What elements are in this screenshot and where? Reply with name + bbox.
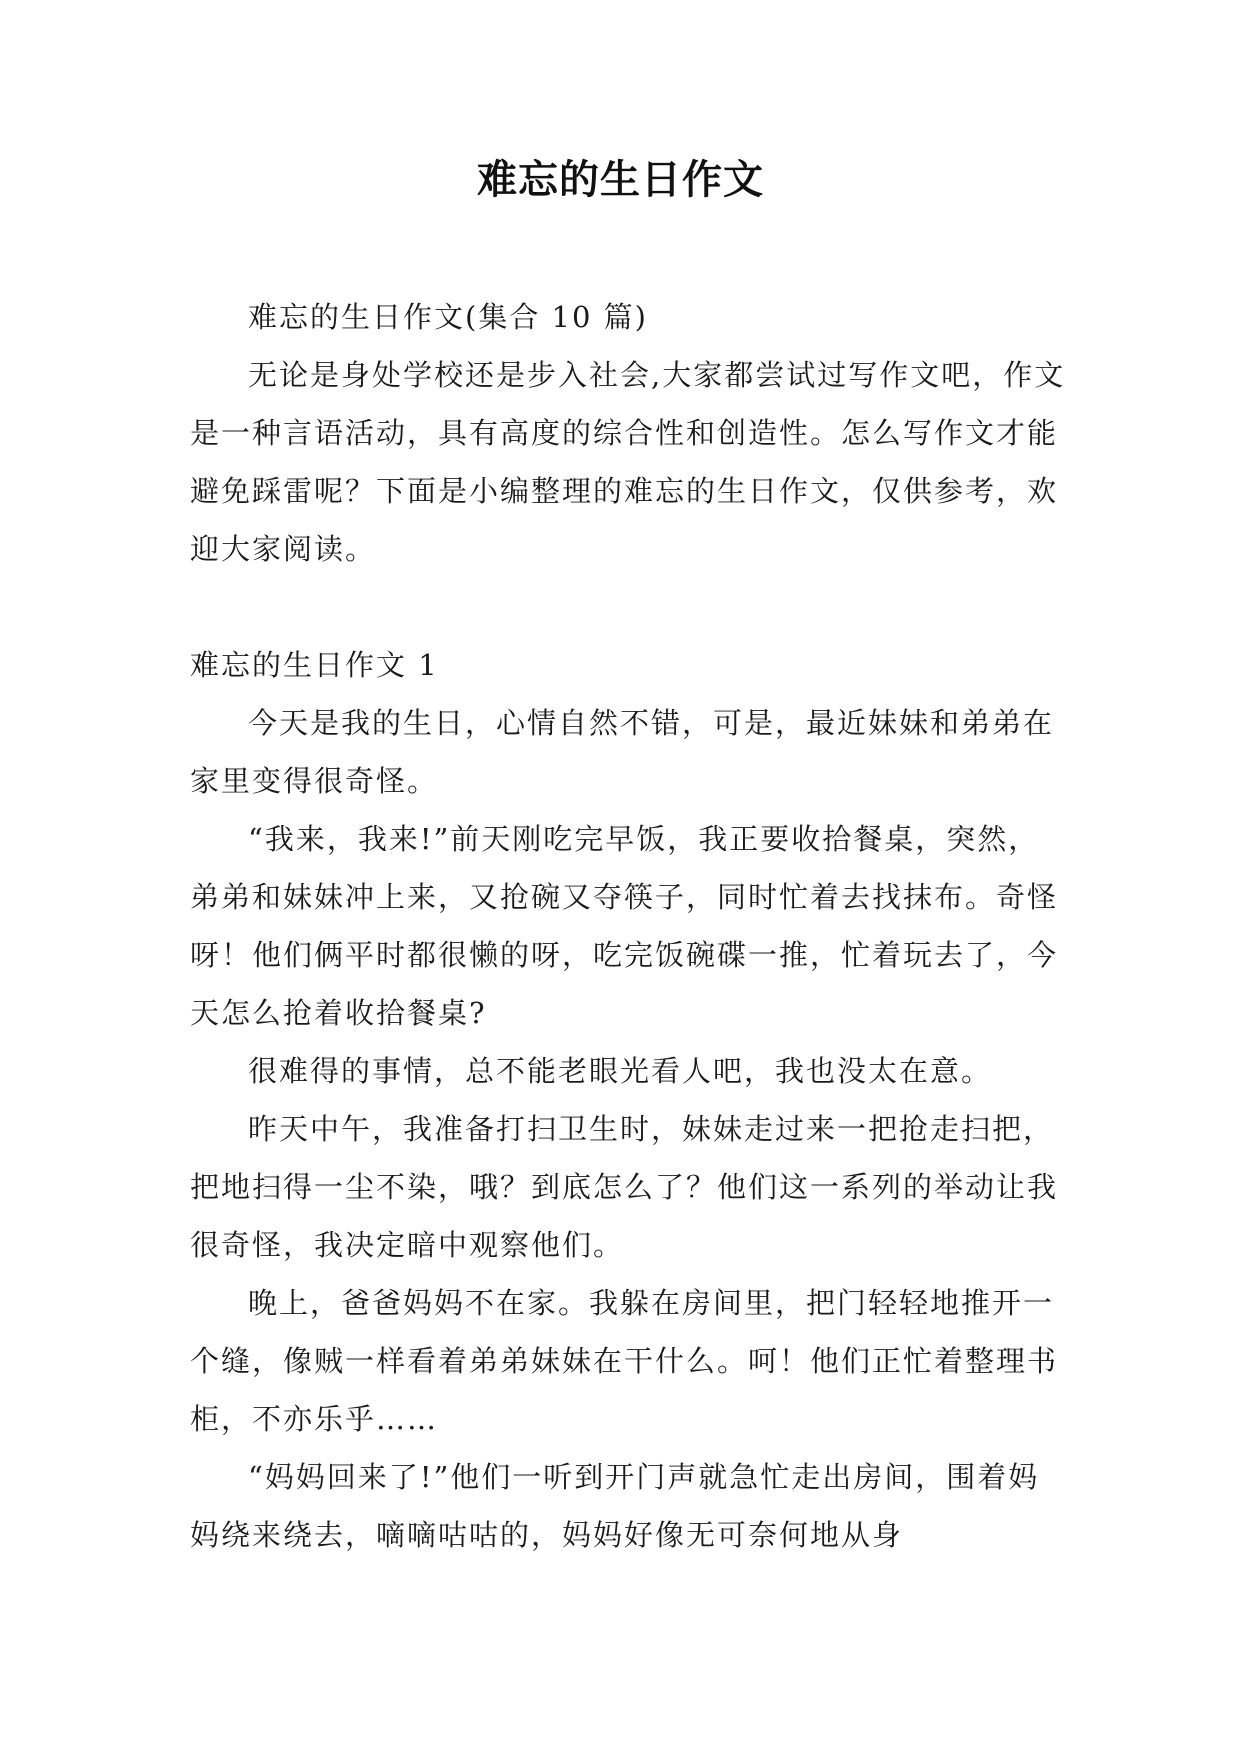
- document-title: 难忘的生日作文: [477, 157, 764, 203]
- body-paragraph: 晚上，爸爸妈妈不在家。我躲在房间里，把门轻轻地推开一个缝，像贼一样看着弟弟妹妹在干什么。呵！他们正忙着整理书柜，不亦乐乎……: [190, 1286, 1059, 1436]
- body-paragraph: 昨天中午，我准备打扫卫生时，妹妹走过来一把抢走扫把，把地扫得一尘不染，哦？到底怎么了？他们这一系列的举动让我很奇怪，我决定暗中观察他们。: [190, 1112, 1059, 1262]
- collection-subtitle: 难忘的生日作文(集合 10 篇): [248, 300, 648, 334]
- document-body: [190, 288, 1070, 1564]
- body-paragraph: 很难得的事情，总不能老眼光看人吧，我也没太在意。: [248, 1054, 993, 1088]
- paragraph-gap: [190, 578, 1070, 636]
- intro-paragraph: 无论是身处学校还是步入社会,大家都尝试过写作文吧，作文是一种言语活动，具有高度的综合性和创造性。怎么写作文才能避免踩雷呢？下面是小编整理的难忘的生日作文，仅供参考，欢迎大家阅读。: [190, 358, 1066, 566]
- body-paragraph: “我来，我来!”前天刚吃完早饭，我正要收拾餐桌，突然，弟弟和妹妹冲上来，又抢碗又夺筷子，同时忙着去找抹布。奇怪呀！他们俩平时都很懒的呀，吃完饭碗碟一推，忙着玩去了，今天怎么抢着收拾餐桌?: [190, 822, 1059, 1030]
- body-paragraph: 今天是我的生日，心情自然不错，可是，最近妹妹和弟弟在家里变得很奇怪。: [190, 706, 1055, 798]
- body-paragraph: “妈妈回来了!”他们一听到开门声就急忙走出房间，围着妈妈绕来绕去，嘀嘀咕咕的，妈妈好像无可奈何地从身: [190, 1460, 1040, 1552]
- section-heading: 难忘的生日作文 1: [190, 648, 439, 682]
